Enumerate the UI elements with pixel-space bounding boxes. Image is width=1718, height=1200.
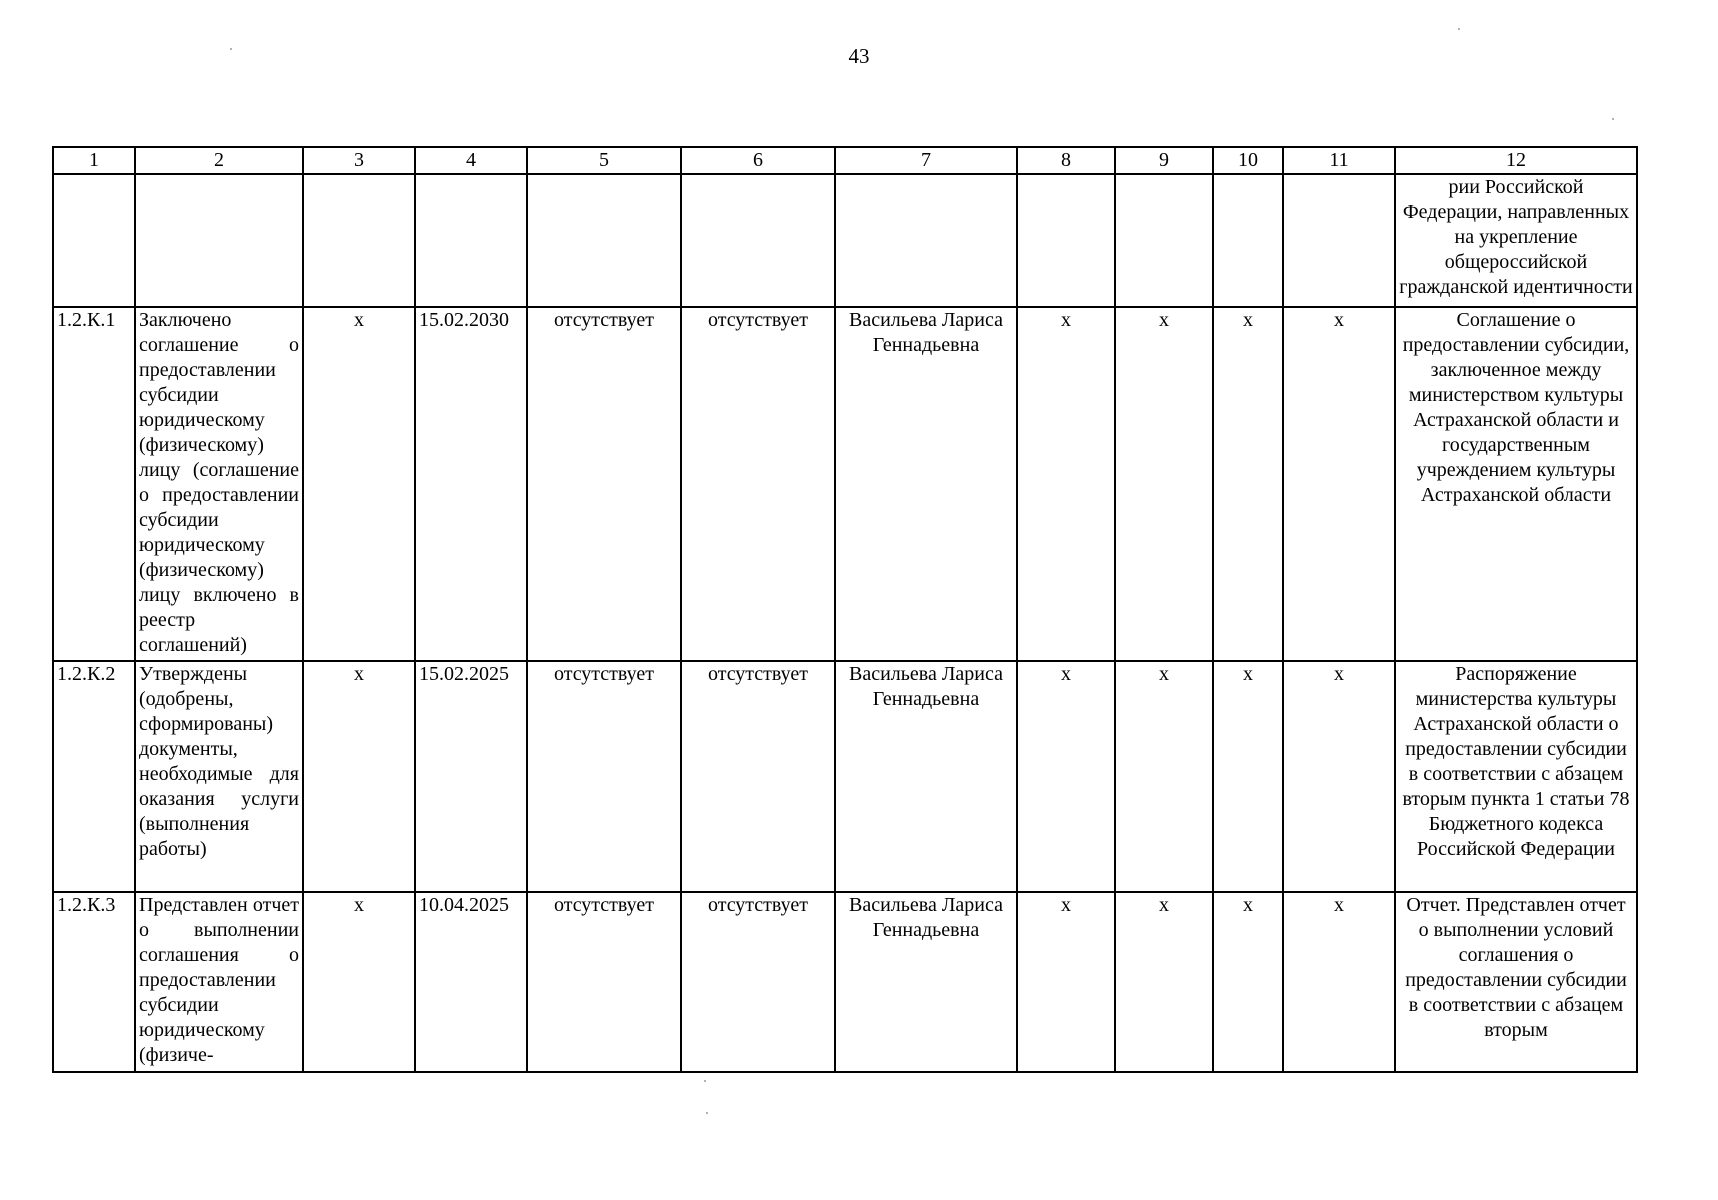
date-cell: 10.04.2025 — [415, 892, 527, 1072]
empty-cell — [1017, 174, 1115, 307]
header-cell: 6 — [681, 147, 835, 174]
result-document-cell: Соглашение о предоставлении субсидии, заключенное между министерством культуры Астраханской области и государственным учреждением культуры Астраханской области — [1395, 307, 1637, 661]
empty-cell — [135, 174, 303, 307]
mark-cell: х — [1017, 892, 1115, 1072]
status-cell: отсутствует — [527, 307, 681, 661]
empty-cell — [303, 174, 415, 307]
empty-cell — [1213, 174, 1283, 307]
header-cell: 10 — [1213, 147, 1283, 174]
mark-cell: х — [1213, 661, 1283, 892]
date-cell: 15.02.2025 — [415, 661, 527, 892]
scan-speck — [704, 1080, 706, 1082]
header-cell: 8 — [1017, 147, 1115, 174]
table-header-row — [53, 147, 1637, 174]
measures-table — [52, 146, 1638, 1073]
status-cell: отсутствует — [681, 307, 835, 661]
empty-cell — [835, 174, 1017, 307]
header-cell: 11 — [1283, 147, 1395, 174]
header-cell: 12 — [1395, 147, 1637, 174]
mark-cell: х — [1283, 661, 1395, 892]
responsible-cell: Васильева Лариса Геннадьевна — [835, 307, 1017, 661]
mark-cell: х — [1283, 307, 1395, 661]
header-cell: 9 — [1115, 147, 1213, 174]
page-number: 43 — [848, 44, 870, 68]
header-cell: 1 — [53, 147, 135, 174]
empty-cell — [415, 174, 527, 307]
header-cell: 4 — [415, 147, 527, 174]
mark-cell: х — [1017, 307, 1115, 661]
table-row-continuation — [53, 174, 1637, 307]
row-id-cell: 1.2.К.2 — [53, 661, 135, 892]
mark-cell: х — [1017, 661, 1115, 892]
responsible-cell: Васильева Лариса Геннадьевна — [835, 661, 1017, 892]
header-cell: 3 — [303, 147, 415, 174]
empty-cell — [681, 174, 835, 307]
status-cell: отсутствует — [681, 661, 835, 892]
header-cell: 5 — [527, 147, 681, 174]
mark-cell: х — [1213, 307, 1283, 661]
scan-speck — [706, 1112, 708, 1114]
status-cell: отсутствует — [527, 892, 681, 1072]
empty-cell — [527, 174, 681, 307]
table-row — [53, 307, 1637, 661]
mark-cell: х — [303, 661, 415, 892]
mark-cell: х — [1213, 892, 1283, 1072]
scan-speck — [1458, 28, 1460, 30]
mark-cell: х — [1115, 661, 1213, 892]
mark-cell: х — [1283, 892, 1395, 1072]
description-cell: Представлен отчет о выполнении соглашения о предоставлении субсидии юридическому (физиче- — [135, 892, 303, 1072]
scan-speck — [230, 48, 232, 50]
header-cell: 7 — [835, 147, 1017, 174]
table-row — [53, 892, 1637, 1072]
date-cell: 15.02.2030 — [415, 307, 527, 661]
responsible-cell: Васильева Лариса Геннадьевна — [835, 892, 1017, 1072]
mark-cell: х — [1115, 307, 1213, 661]
mark-cell: х — [303, 307, 415, 661]
description-cell: Заключено соглашение о предоставлении субсидии юридическому (физическому) лицу (соглашение о предоставлении субсидии юридическому (физическому) лицу включено в реестр соглашений) — [135, 307, 303, 661]
scan-speck — [1612, 118, 1614, 120]
description-cell: Утверждены (одобрены, сформированы) документы, необходимые для оказания услуги (выполнения работы) — [135, 661, 303, 892]
status-cell: отсутствует — [681, 892, 835, 1072]
empty-cell — [1115, 174, 1213, 307]
header-cell: 2 — [135, 147, 303, 174]
status-cell: отсутствует — [527, 661, 681, 892]
empty-cell — [1283, 174, 1395, 307]
row-id-cell: 1.2.К.1 — [53, 307, 135, 661]
mark-cell: х — [1115, 892, 1213, 1072]
table-row — [53, 661, 1637, 892]
result-document-cell: рии Российской Федерации, направленных на укрепление общероссийской гражданской идентичности — [1395, 174, 1637, 307]
row-id-cell: 1.2.К.3 — [53, 892, 135, 1072]
empty-cell — [53, 174, 135, 307]
result-document-cell: Распоряжение министерства культуры Астраханской области о предоставлении субсидии в соответствии с абзацем вторым пункта 1 статьи 78 Бюджетного кодекса Российской Федерации — [1395, 661, 1637, 892]
result-document-cell: Отчет. Представлен отчет о выполнении условий соглашения о предоставлении субсидии в соответствии с абзацем вторым — [1395, 892, 1637, 1072]
mark-cell: х — [303, 892, 415, 1072]
